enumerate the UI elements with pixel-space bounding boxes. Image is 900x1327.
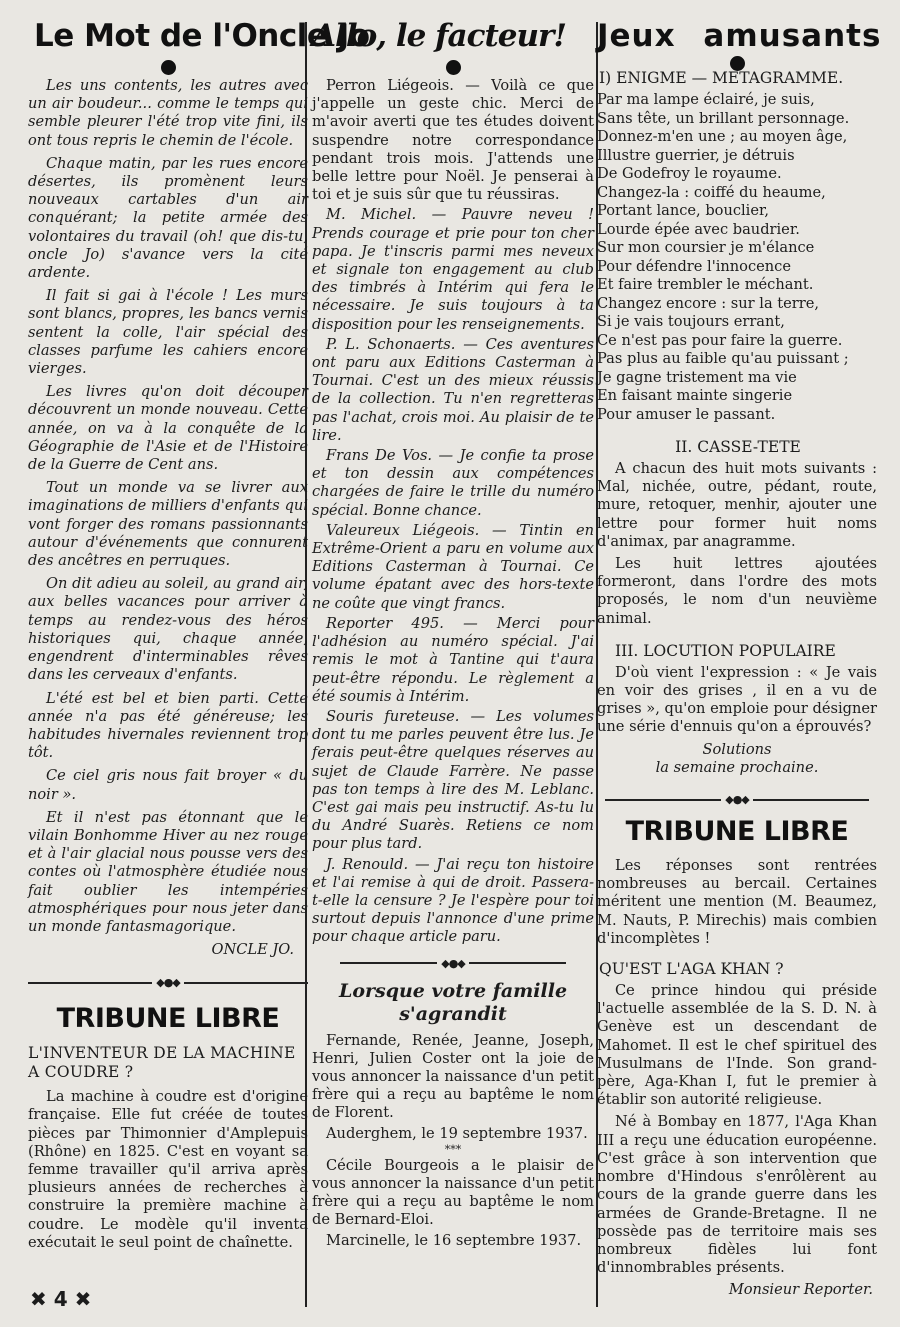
letter-recipient: Souris fureteuse. (326, 707, 460, 725)
paragraph: Chaque matin, par les rues encore désertes, ils promènent leurs nouveaux cartables d'un air conquérant; la petite armée des volontaires du travail (oh! que dis-tu, oncle Jo) s'avance vers la cité ardente. (28, 154, 308, 282)
oncle-jo-article (28, 77, 308, 936)
paragraph: Cécile Bourgeois a le plaisir de vous annoncer la naissance d'un petit frère qui a reçu au baptême le nom de Bernard-Eloi. (312, 1156, 594, 1229)
poem-line: Pour amuser le passant. (597, 405, 776, 423)
poem-line: Illustre guerrier, je détruis (597, 146, 795, 164)
poem-line: Portant lance, bouclier, (597, 202, 769, 219)
letter-entry (312, 708, 594, 854)
paragraph: Né à Bombay en 1877, l'Aga Khan III a reçu une éducation européenne. C'est grâce à son intervention que nombre d'Hindous s'enrôlèrent au cours de la grande guerre dans les armées de Grande-Bretagne. Il ne possède pas de territoire mais ses nombreux fidèles lui font d'innombrables présents. (597, 1113, 877, 1277)
letters-list (312, 77, 594, 947)
letter-text: — Les volumes dont tu me parles peuvent être lus. Je ferais peut-être quelques réserves au sujet de Claude Farrère. Ne passe pas ton temps à lire des M. Leblanc. C'est gai mais peu instructif. As-tu lu du André Suarès. Retiens ce nom pour plus tard. (312, 707, 594, 853)
bullet-dot-icon (161, 60, 176, 75)
letter-entry (312, 522, 594, 613)
ornament-divider (340, 957, 566, 970)
paragraph: Les huit lettres ajoutées formeront, dans l'ordre des mots proposés, le nom d'un neuvième animal. (597, 555, 877, 627)
letter-entry (312, 336, 594, 445)
poem-line: En faisant mainte singerie (597, 387, 793, 404)
place-date: Auderghem, le 19 septembre 1937. (326, 1124, 588, 1142)
tribune-libre-title: TRIBUNE LIBRE (625, 816, 849, 848)
poem-line: Je gagne tristement ma vie (597, 368, 797, 386)
letter-text: — Je confie ta prose et ton dessin aux compétences chargées de faire le trille du numéro spécial. Bonne chance. (312, 447, 595, 519)
letter-text: — Ces aventures ont paru aux Editions Casterman à Tournai. C'est un des mieux réussis de la collection. Tu n'en regretteras pas l'achat, crois moi. Au plaisir de te lire. (312, 335, 595, 444)
poem-line: Changez-la : coiffé du heaume, (597, 183, 826, 201)
poem-line: Et faire trembler le méchant. (597, 276, 814, 293)
place-date: Marcinelle, le 16 septembre 1937. (326, 1231, 582, 1249)
ornament-icon: ◆●◆ (156, 976, 180, 990)
facteur-heading: Allo, le facteur! (312, 18, 566, 54)
letter-text: — J'ai reçu ton histoire et l'ai remise à qui de droit. Passera-t-elle la censure ? Je l'espère pour toi surtout depuis l'annonce d'une prime pour chaque article paru. (312, 855, 594, 946)
poem-line: Si je vais toujours errant, (597, 313, 785, 330)
aga-khan-title: QU'EST L'AGA KHAN ? (599, 960, 784, 979)
section-subtitle: L'INVENTEUR DE LA MACHINE A COUDRE ? (28, 1044, 296, 1082)
letter-entry (312, 77, 594, 204)
paragraph: Tout un monde va se livrer aux imaginations de milliers d'enfants qui vont forger des romans passionnants autour d'événements que connurent des ancêtres en perruques. (28, 479, 308, 570)
letter-recipient: M. Michel. (326, 206, 417, 224)
ornament-icon: ◆●◆ (725, 793, 749, 807)
letter-recipient: Valeureux Liégeois. (326, 521, 480, 539)
tribune-libre-title: TRIBUNE LIBRE (56, 1003, 280, 1035)
letter-text: — Merci pour l'adhésion au numéro spécial. J'ai remis le mot à Tantine qui t'aura peut-être répondu. Le règlement a été soumis à Intérim. (312, 614, 594, 705)
oncle-jo-heading: Le Mot de l'Oncle Jo (34, 18, 370, 54)
ornament-divider (605, 793, 869, 806)
poem-line: Ce n'est pas pour faire la guerre. (597, 331, 843, 349)
casse-tete-title: II. CASSE-TETE (675, 438, 801, 456)
paragraph: Et il n'est pas étonnant que le vilain Bonhomme Hiver au nez rouge et à l'air glacial nous pousse vers des contes où l'atmosphère étudiée nous fait oublier les intempéries atmosphériques pour nous jeter dans un monde fantasmagorique. (28, 808, 308, 935)
letter-text: — Pauvre neveu ! Prends courage et prie pour ton cher papa. Je t'inscris parmi mes neveux et signale ton engagement au club des timbrés à Intérim qui fera le nécessaire. Je suis toujours à ta disposition pour les renseignements. (312, 206, 594, 333)
solutions-note: la semaine prochaine. (655, 758, 819, 776)
poem-line: De Godefroy le royaume. (597, 165, 782, 182)
signature: Monsieur Reporter. (728, 1281, 873, 1299)
column-jeux (597, 18, 882, 1299)
bullet-dot-icon (446, 60, 461, 75)
paragraph: D'où vient l'expression : « Je vais en voir des grises , il en a vu de grises », qu'on emploie pour désigner une série d'ennuis qu'on a éprouvés? (597, 663, 877, 736)
letter-recipient: Reporter 495. (326, 614, 444, 632)
paragraph: Ce prince hindou qui préside l'actuelle assemblée de la S. D. N. à Genève est un descendant de Mahomet. Il est le chef spirituel des Musulmans de l'Inde. Son grand-père, Aga-Khan I, fut le premier à établir son autorité religieuse. (597, 982, 877, 1109)
paragraph: L'été est bel et bien parti. Cette année n'a pas été généreuse; les habitudes hivernales reviennent trop tôt. (28, 689, 308, 762)
paragraph: Les réponses sont rentrées nombreuses au bercail. Certaines méritent une mention (M. Beaumez, M. Nauts, P. Mirechis) mais combien d'incomplètes ! (597, 857, 877, 947)
solutions-note: Solutions (702, 740, 772, 758)
letter-recipient: Frans De Vos. (326, 447, 433, 465)
letter-entry (312, 615, 594, 706)
poem-line: Pas plus au faible qu'au puissant ; (597, 350, 849, 367)
ornament-divider (28, 976, 308, 989)
poem (597, 91, 877, 424)
paragraph: Les livres qu'on doit découper découvrent un monde nouveau. Cette année, on va à la conquête de la Géographie de l'Asie et de l'Histoire de la Guerre de Cent ans. (28, 383, 308, 474)
enigme-title: I) ENIGME — METAGRAMME. (599, 69, 844, 87)
paragraph: Il fait si gai à l'école ! Les murs sont blancs, propres, les bancs vernis sentent la colle, l'air spécial des classes parfume les cahiers encore vierges. (28, 287, 308, 378)
stars-separator: *** (444, 1142, 462, 1156)
letter-recipient: Perron Liégeois. (326, 77, 454, 94)
page-number: ✖ 4 ✖ (30, 1287, 92, 1311)
signature: ONCLE JO. (211, 941, 294, 959)
poem-line: Lourde épée avec baudrier. (597, 220, 800, 238)
paragraph: A chacun des huit mots suivants : Mal, nichée, outre, pédant, route, mure, retoquer, menhir, ajouter une lettre pour former huit noms d'animax, par anagramme. (597, 460, 877, 550)
letter-entry (312, 447, 594, 520)
poem-line: Pour défendre l'innocence (597, 257, 791, 275)
letter-recipient: P. L. Schonaerts. (326, 335, 456, 353)
paragraph: Fernande, Renée, Jeanne, Joseph, Henri, Julien Coster ont la joie de vous annoncer la naissance d'un petit frère qui a reçu au baptême le nom de Florent. (312, 1031, 594, 1122)
paragraph: La machine à coudre est d'origine française. Elle fut créée de toutes pièces par Thimonnier d'Amplepuis (Rhône) en 1825. C'est en voyant sa femme travailler qu'il arriva après plusieurs années de recherches à construire la première machine à coudre. Le modèle qu'il inventa exécutait le seul point de chaînette. (28, 1088, 308, 1251)
letter-recipient: J. Renould. (326, 855, 409, 873)
paragraph: Les uns contents, les autres avec un air boudeur... comme le temps qui semble pleurer l'été trop vite fini, ils ont tous repris le chemin de l'école. (28, 77, 308, 149)
jeux-heading: Jeux amusants (597, 18, 882, 54)
ornament-icon: ◆●◆ (441, 956, 465, 970)
poem-line: Donnez-m'en une ; au moyen âge, (597, 128, 848, 145)
paragraph: Ce ciel gris nous fait broyer « du noir ». (28, 767, 308, 803)
letter-text: — Tintin en Extrême-Orient a paru en volume aux Editions Casterman à Tournai. Ce volume épatant avec des hors-texte ne coûte que vingt francs. (312, 521, 595, 612)
paragraph: On dit adieu au soleil, au grand air, aux belles vacances pour arriver à temps au rendez-vous des héros historiques qui, chaque année, engendrent d'interminables rêves dans les cerveaux d'enfants. (28, 575, 308, 684)
poem-line: Changez encore : sur la terre, (597, 294, 820, 312)
column-facteur (312, 18, 594, 1252)
letter-entry (312, 856, 594, 947)
poem-line: Sans tête, un brillant personnage. (597, 109, 850, 127)
family-section-title: Lorsque votre famille s'agrandit (338, 979, 568, 1025)
letter-text: — Voilà ce que j'appelle un geste chic. Merci de m'avoir averti que tes études doivent suspendre notre correspondance pendant trois mois. J'attends une belle lettre pour Noël. Je penserai à toi et je suis sûr que tu réussiras. (312, 77, 595, 204)
poem-line: Par ma lampe éclairé, je suis, (597, 91, 815, 108)
poem-line: Sur mon coursier je m'élance (597, 239, 815, 256)
locution-title: III. LOCUTION POPULAIRE (615, 641, 836, 660)
letter-entry (312, 206, 594, 333)
